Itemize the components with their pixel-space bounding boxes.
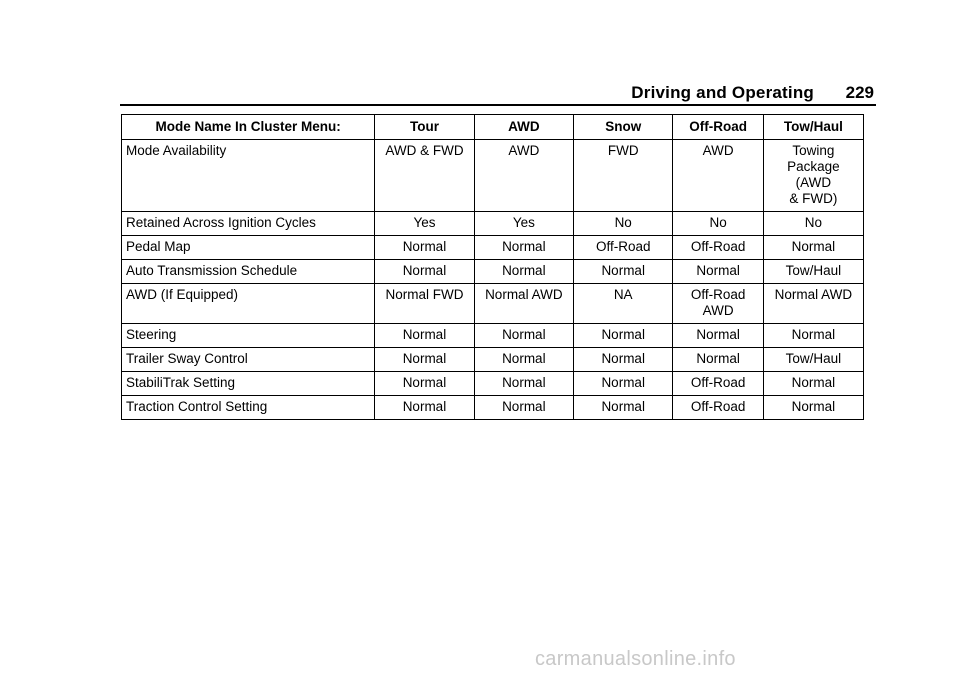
column-header-tow-haul: Tow/Haul	[763, 115, 863, 140]
table-cell: AWD	[673, 140, 763, 212]
table-cell: Tow/Haul	[763, 348, 863, 372]
row-label: Trailer Sway Control	[122, 348, 375, 372]
table-cell: Normal	[763, 396, 863, 420]
table-cell: Normal AWD	[474, 284, 573, 324]
table-cell: Normal	[763, 372, 863, 396]
column-header-off-road: Off-Road	[673, 115, 763, 140]
table-cell: Normal	[375, 372, 474, 396]
table-cell: Normal	[474, 236, 573, 260]
table-cell: Normal	[763, 236, 863, 260]
table-cell: Yes	[474, 212, 573, 236]
table-cell: Off-Road	[673, 396, 763, 420]
row-label: AWD (If Equipped)	[122, 284, 375, 324]
table-cell: Normal	[474, 396, 573, 420]
column-header-tour: Tour	[375, 115, 474, 140]
table-cell: Normal	[375, 260, 474, 284]
table-row	[122, 260, 864, 284]
column-header-awd: AWD	[474, 115, 573, 140]
table-cell: No	[763, 212, 863, 236]
page-header	[120, 80, 876, 106]
table-cell: Normal	[673, 324, 763, 348]
table-cell: Normal AWD	[763, 284, 863, 324]
drive-modes-table	[121, 114, 864, 420]
table-cell: Normal	[474, 324, 573, 348]
table-header-row	[122, 115, 864, 140]
table-cell: Normal	[673, 348, 763, 372]
row-label: Auto Transmission Schedule	[122, 260, 375, 284]
table-cell: Towing Package (AWD & FWD)	[763, 140, 863, 212]
table-cell: Off-Road	[574, 236, 673, 260]
table-cell: Normal	[474, 348, 573, 372]
row-label: Steering	[122, 324, 375, 348]
table-cell: AWD	[474, 140, 573, 212]
table-row	[122, 396, 864, 420]
table-cell: No	[673, 212, 763, 236]
table-cell: Normal	[474, 372, 573, 396]
column-header-mode-name: Mode Name In Cluster Menu:	[122, 115, 375, 140]
row-label: Pedal Map	[122, 236, 375, 260]
section-title: Driving and Operating	[631, 83, 814, 102]
column-header-snow: Snow	[574, 115, 673, 140]
table-row	[122, 284, 864, 324]
table-row	[122, 236, 864, 260]
table-cell: Tow/Haul	[763, 260, 863, 284]
table-cell: Normal FWD	[375, 284, 474, 324]
table-cell: Off-Road	[673, 236, 763, 260]
table-cell: Normal	[574, 348, 673, 372]
row-label: Traction Control Setting	[122, 396, 375, 420]
table-cell: Yes	[375, 212, 474, 236]
table-row	[122, 372, 864, 396]
table-cell: Normal	[574, 396, 673, 420]
table-cell: Normal	[375, 236, 474, 260]
table-cell: Off-Road	[673, 372, 763, 396]
row-label: Retained Across Ignition Cycles	[122, 212, 375, 236]
table-row	[122, 348, 864, 372]
table-cell: AWD & FWD	[375, 140, 474, 212]
table-cell: Normal	[574, 260, 673, 284]
table-cell: Normal	[474, 260, 573, 284]
row-label: StabiliTrak Setting	[122, 372, 375, 396]
table-row	[122, 212, 864, 236]
table-cell: Normal	[574, 372, 673, 396]
watermark-text: carmanualsonline.info	[535, 648, 736, 670]
table-cell: Off-Road AWD	[673, 284, 763, 324]
table-cell: NA	[574, 284, 673, 324]
page-number: 229	[845, 83, 874, 102]
table-row	[122, 140, 864, 212]
table-row	[122, 324, 864, 348]
row-label: Mode Availability	[122, 140, 375, 212]
table-cell: Normal	[375, 348, 474, 372]
table-cell: Normal	[673, 260, 763, 284]
table-cell: No	[574, 212, 673, 236]
table-cell: Normal	[375, 396, 474, 420]
table-cell: FWD	[574, 140, 673, 212]
table-cell: Normal	[763, 324, 863, 348]
table-cell: Normal	[574, 324, 673, 348]
table-cell: Normal	[375, 324, 474, 348]
